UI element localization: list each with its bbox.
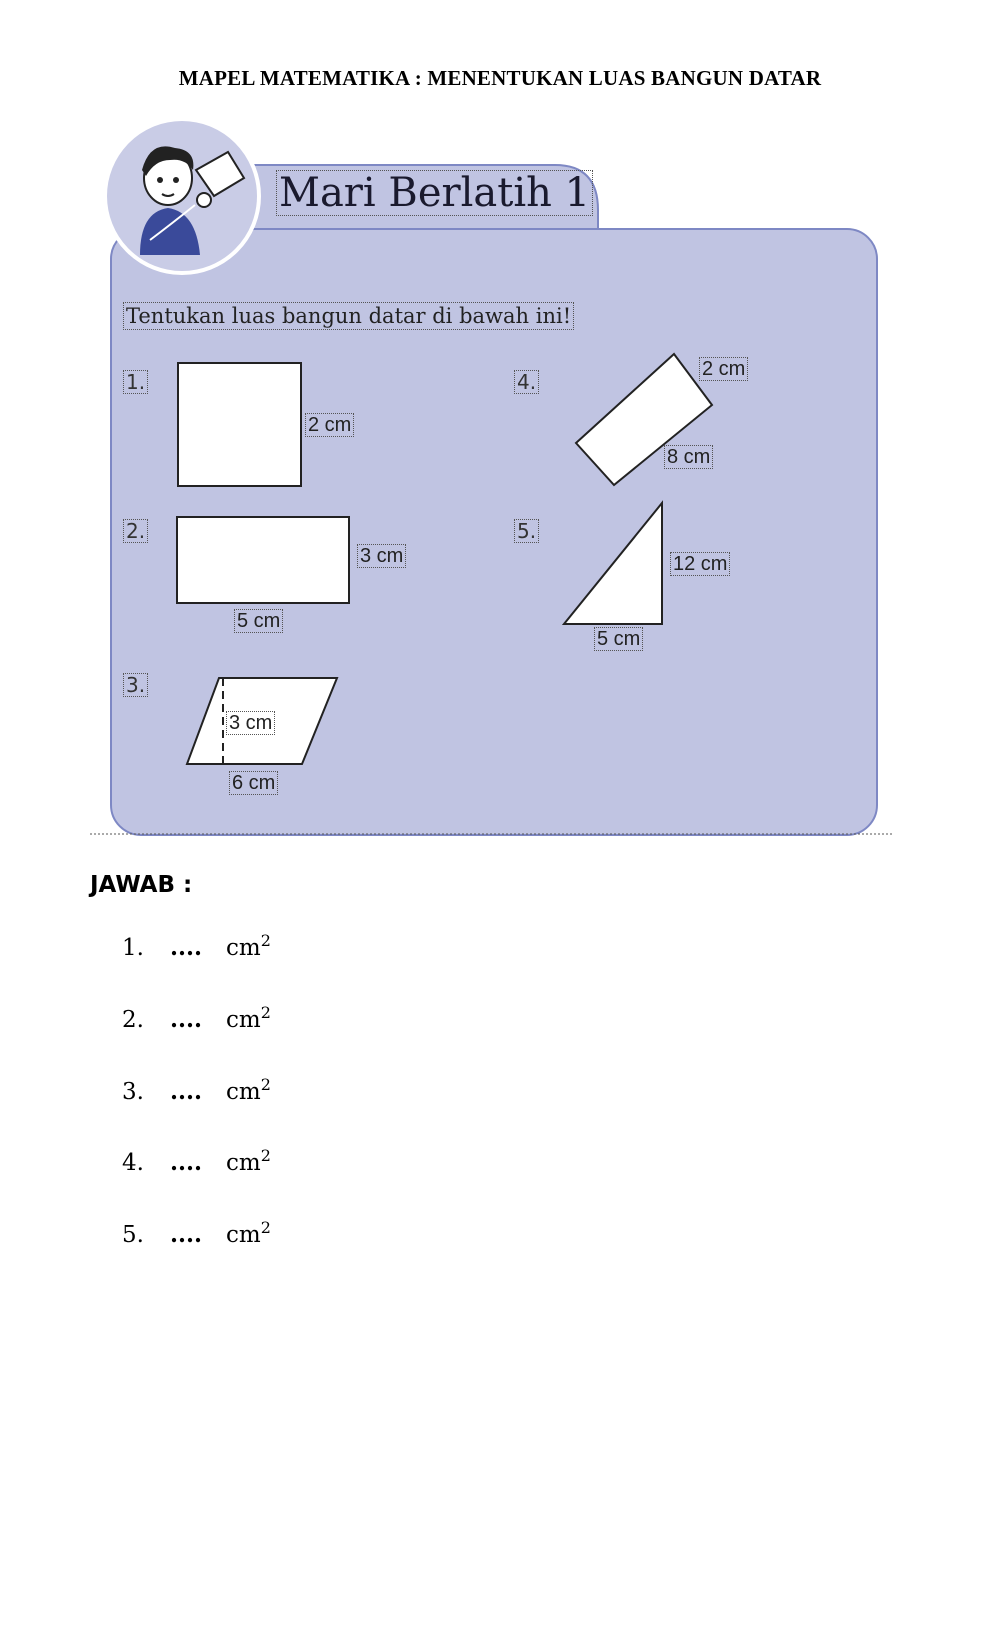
instruction-text: Tentukan luas bangun datar di bawah ini! [123,302,574,330]
shape-square [178,363,301,486]
answer-unit: $cm^2$ [226,1003,271,1033]
question-number-5: 5. [514,519,539,543]
parallelogram-base-label: 6 cm [229,771,278,795]
answer-blank[interactable]: .... [170,1148,203,1176]
rotated-rectangle-width-label: 2 cm [699,357,748,381]
document-title: MAPEL MATEMATIKA : MENENTUKAN LUAS BANGUN DATAR [178,66,822,90]
shape-rectangle [177,517,349,603]
question-number-4: 4. [514,370,539,394]
answer-number: 5. [122,1221,144,1248]
answer-row-2 [122,993,271,1033]
section-title: Mari Berlatih 1 [276,170,593,216]
question-number-1: 1. [123,370,148,394]
answer-row-4 [122,1136,271,1176]
answer-number: 3. [122,1078,144,1105]
answer-unit: $cm^2$ [226,931,271,961]
answer-number: 2. [122,1006,144,1033]
answer-row-1 [122,921,271,961]
answer-unit: $cm^2$ [226,1146,271,1176]
answer-blank[interactable]: .... [170,1077,203,1105]
answer-heading: JAWAB : [90,872,193,898]
answer-row-5 [122,1208,271,1248]
answer-number: 4. [122,1149,144,1176]
square-side-label: 2 cm [305,413,354,437]
rotated-rectangle-length-label: 8 cm [664,445,713,469]
answer-blank[interactable]: .... [170,933,203,961]
parallelogram-height-label: 3 cm [226,711,275,735]
answer-row-3 [122,1065,271,1105]
answer-unit: $cm^2$ [226,1075,271,1105]
question-number-2: 2. [123,519,148,543]
rectangle-height-label: 3 cm [357,544,406,568]
question-number-3: 3. [123,673,148,697]
answer-blank[interactable]: .... [170,1220,203,1248]
rectangle-width-label: 5 cm [234,609,283,633]
answer-unit: $cm^2$ [226,1218,271,1248]
answer-number: 1. [122,934,144,961]
triangle-height-label: 12 cm [670,552,730,576]
triangle-base-label: 5 cm [594,627,643,651]
answer-blank[interactable]: .... [170,1005,203,1033]
